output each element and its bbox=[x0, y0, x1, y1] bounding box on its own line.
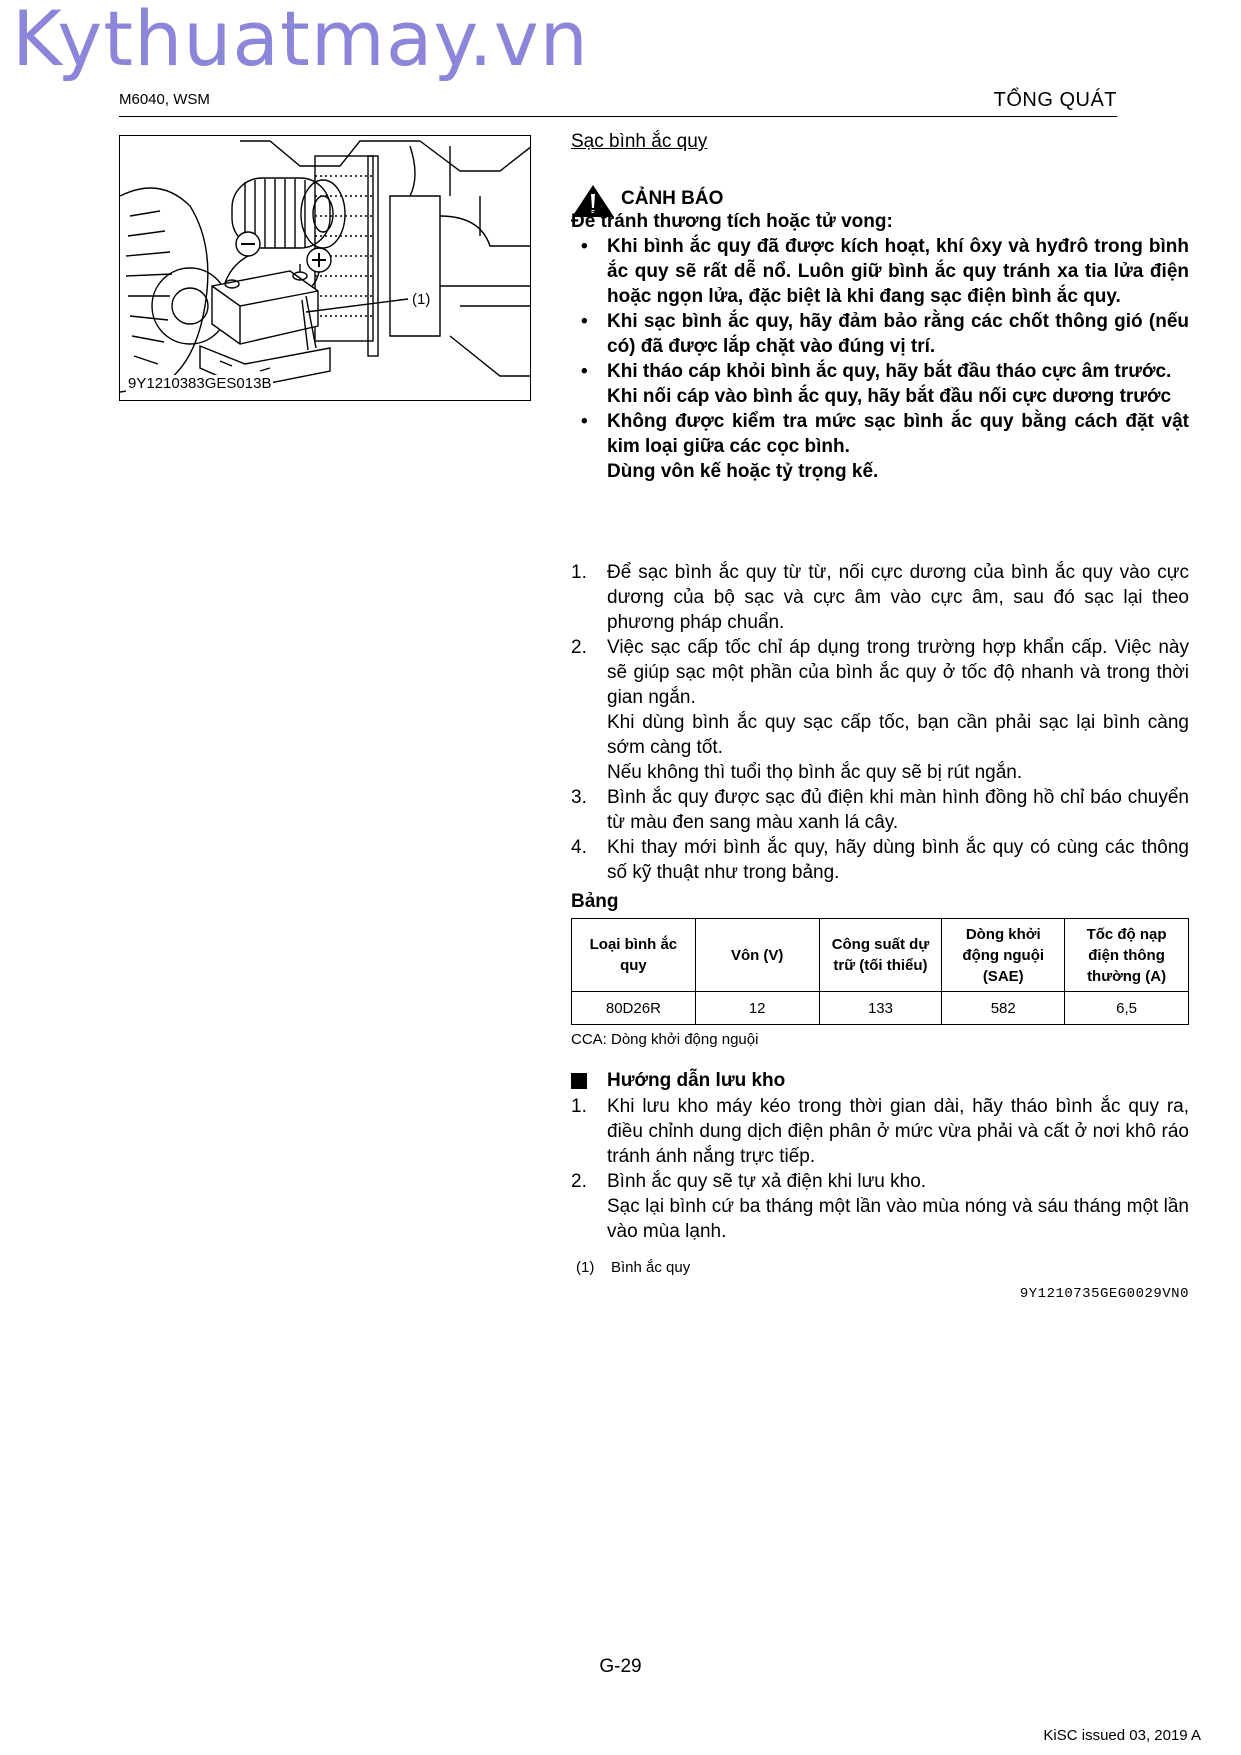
list-item: Để sạc bình ắc quy từ từ, nối cực dương của bình ắc quy vào cực dương của bộ sạc và cực âm vào cực âm, sau đó sạc lại theo phương pháp chuẩn. bbox=[607, 562, 1189, 633]
table-cell: 6,5 bbox=[1065, 992, 1189, 1025]
table-cell: 80D26R bbox=[572, 992, 696, 1025]
header-rule bbox=[119, 116, 1117, 117]
table-cell: 12 bbox=[695, 992, 819, 1025]
square-bullet-icon bbox=[571, 1073, 587, 1089]
warning-label: CẢNH BÁO bbox=[621, 188, 724, 209]
warning-list bbox=[571, 234, 1189, 484]
cca-note: CCA: Dòng khởi động nguội bbox=[571, 1031, 759, 1048]
document-code: 9Y1210735GEG0029VN0 bbox=[1019, 1286, 1189, 1302]
watermark: Kythuatmay.vn bbox=[12, 0, 589, 83]
battery-body bbox=[212, 271, 318, 344]
list-item: • Không được kiểm tra mức sạc bình ắc quy bằng cách đặt vật kim loại giữa các cọc bình. Dùng vôn kế hoặc tỷ trọng kế. bbox=[571, 409, 1189, 484]
table-header-cell: Tốc độ nạp điện thông thường (A) bbox=[1065, 919, 1189, 992]
battery-figure bbox=[119, 135, 531, 401]
page-number: G-29 bbox=[599, 1656, 642, 1677]
list-item: • Khi tháo cáp khỏi bình ắc quy, hãy bắt đầu tháo cực âm trước. Khi nối cáp vào bình ắc quy, hãy bắt đầu nối cực dương trước bbox=[571, 359, 1189, 409]
figure-label: (1) bbox=[412, 291, 431, 308]
table-header-cell: Loại bình ắc quy bbox=[572, 919, 696, 992]
callout-value: Bình ắc quy bbox=[611, 1259, 691, 1276]
storage-steps bbox=[571, 1094, 1189, 1244]
battery-illustration bbox=[120, 136, 531, 401]
warning-header bbox=[571, 184, 1189, 214]
table-cell: 582 bbox=[942, 992, 1065, 1025]
table-header-cell: Dòng khởi động nguội (SAE) bbox=[942, 919, 1065, 992]
battery-spec-table bbox=[571, 918, 1189, 1025]
list-item: • Khi bình ắc quy đã được kích hoạt, khí ôxy và hyđrô trong bình ắc quy sẽ rất dễ nổ. Luôn giữ bình ắc quy tránh xa tia lửa điện hoặc ngọn lửa, đặc biệt là khi đang sạc điện bình ắc quy. bbox=[571, 234, 1189, 309]
tire-outline bbox=[120, 188, 208, 392]
figure-code: 9Y1210383GES013B bbox=[128, 375, 272, 392]
section-title: Sạc bình ắc quy bbox=[571, 131, 708, 152]
charging-steps bbox=[571, 560, 1189, 885]
header-section: TỔNG QUÁT bbox=[993, 89, 1117, 111]
header-model: M6040, WSM bbox=[119, 91, 210, 108]
list-item: Bình ắc quy được sạc đủ điện khi màn hình đồng hồ chỉ báo chuyển từ màu đen sang màu xanh lá cây. bbox=[607, 787, 1189, 833]
table-header-row bbox=[572, 919, 1189, 992]
table-title: Bảng bbox=[571, 891, 619, 912]
warning-intro: Để tránh thương tích hoặc tử vong: bbox=[571, 211, 893, 232]
table-cell: 133 bbox=[819, 992, 942, 1025]
table-header-cell: Công suất dự trữ (tối thiểu) bbox=[819, 919, 942, 992]
table-header-cell: Vôn (V) bbox=[695, 919, 819, 992]
table-row bbox=[572, 992, 1189, 1025]
list-item: Khi thay mới bình ắc quy, hãy dùng bình ắc quy có cùng các thông số kỹ thuật như trong bảng. bbox=[607, 837, 1189, 883]
list-item: Khi lưu kho máy kéo trong thời gian dài, hãy tháo bình ắc quy ra, điều chỉnh dung dịch điện phân ở mức vừa phải và cất ở nơi khô ráo tránh ánh nắng trực tiếp. bbox=[607, 1096, 1189, 1167]
list-item: • Khi sạc bình ắc quy, hãy đảm bảo rằng các chốt thông gió (nếu có) đã được lắp chặt vào đúng vị trí. bbox=[571, 309, 1189, 359]
list-item: Bình ắc quy sẽ tự xả điện khi lưu kho. Sạc lại bình cứ ba tháng một lần vào mùa nóng và sáu tháng một lần vào mùa lạnh. bbox=[607, 1171, 1189, 1242]
list-item: Việc sạc cấp tốc chỉ áp dụng trong trường hợp khẩn cấp. Việc này sẽ giúp sạc một phần của bình ắc quy ở tốc độ nhanh và trong thời gian ngắn. Khi dùng bình ắc quy sạc cấp tốc, bạn cần phải sạc lại bình càng sớm càng tốt. Nếu không thì tuổi thọ bình ắc quy sẽ bị rút ngắn. bbox=[607, 637, 1189, 783]
callout-key: (1) bbox=[576, 1259, 595, 1276]
issued-note: KiSC issued 03, 2019 A bbox=[1043, 1727, 1201, 1744]
